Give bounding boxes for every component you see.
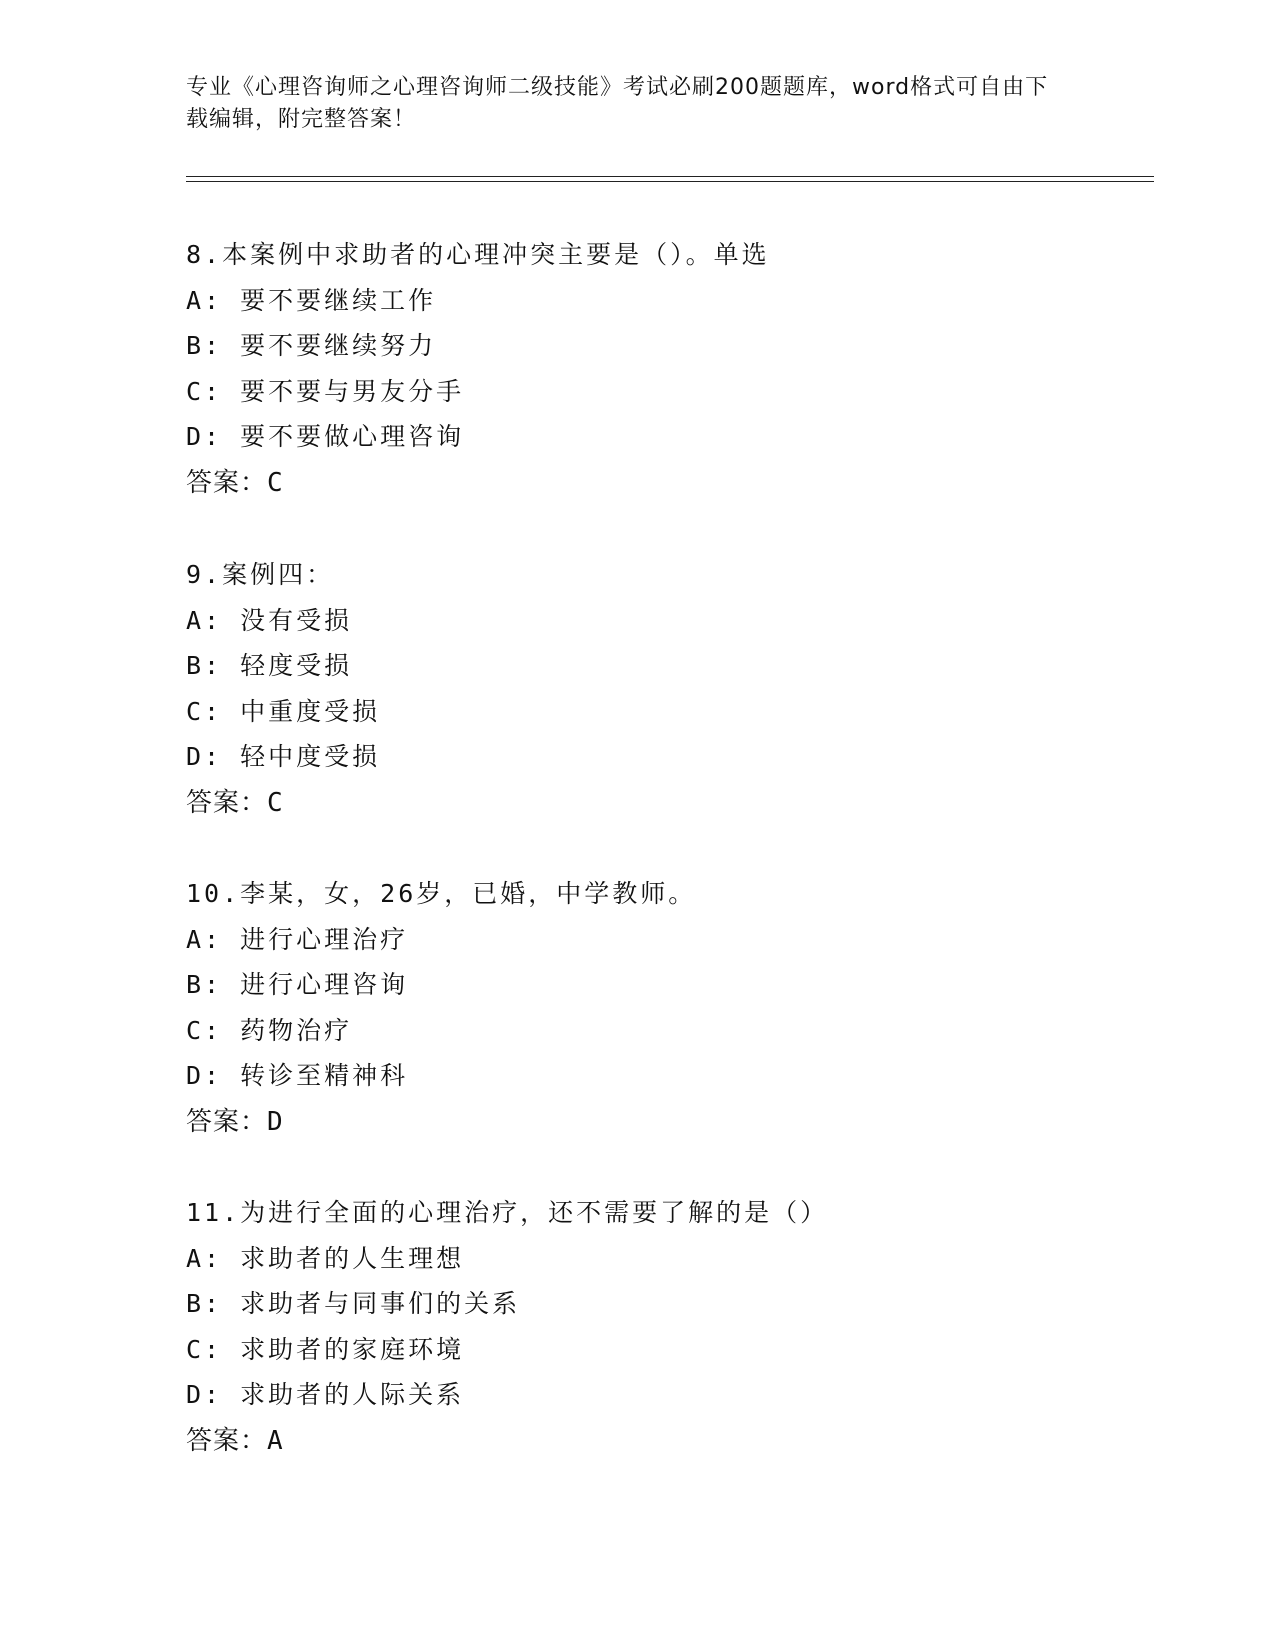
answer-value: C: [267, 787, 284, 818]
answer-value: D: [267, 1106, 284, 1137]
option-d: D: 轻中度受损: [186, 742, 381, 771]
question-title: 10.李某，女，26岁，已婚，中学教师。: [186, 879, 697, 908]
option-c: C: 求助者的家庭环境: [186, 1334, 465, 1364]
header-divider-top: [186, 176, 1154, 177]
option-a: A: 要不要继续工作: [186, 285, 437, 315]
answer-line: [186, 1099, 1086, 1145]
question-title: 9.案例四：: [186, 560, 335, 589]
question-title: 11.为进行全面的心理治疗，还不需要了解的是（）: [186, 1198, 829, 1227]
option-d: D: 转诊至精神科: [186, 1061, 409, 1090]
question-block: [186, 552, 1086, 826]
answer-line: [186, 780, 1086, 826]
header-divider-bottom: [186, 181, 1154, 182]
option-b: B: 进行心理咨询: [186, 970, 409, 999]
answer-line: [186, 1418, 1086, 1464]
option-c: C: 药物治疗: [186, 1015, 353, 1045]
question-block: [186, 871, 1086, 1145]
option-b: B: 要不要继续努力: [186, 331, 437, 360]
answer-label: 答案：: [186, 787, 268, 818]
question-block: [186, 1190, 1086, 1464]
option-a: A: 没有受损: [186, 605, 353, 635]
option-d: D: 求助者的人际关系: [186, 1380, 465, 1409]
answer-line: [186, 460, 1086, 506]
question-block: [186, 232, 1086, 506]
option-c: C: 中重度受损: [186, 696, 381, 726]
question-title: 8.本案例中求助者的心理冲突主要是（）。单选: [186, 240, 770, 269]
option-a: A: 求助者的人生理想: [186, 1243, 465, 1273]
option-d: D: 要不要做心理咨询: [186, 422, 465, 451]
option-b: B: 轻度受损: [186, 651, 353, 680]
answer-label: 答案：: [186, 1425, 268, 1456]
option-a: A: 进行心理治疗: [186, 924, 409, 954]
option-b: B: 求助者与同事们的关系: [186, 1289, 521, 1318]
document-header: 专业《心理咨询师之心理咨询师二级技能》考试必刷200题题库，word格式可自由下载编辑，附完整答案！: [186, 75, 1049, 132]
answer-value: A: [267, 1425, 284, 1456]
answer-value: C: [267, 467, 284, 498]
answer-label: 答案：: [186, 1106, 268, 1137]
answer-label: 答案：: [186, 467, 268, 498]
option-c: C: 要不要与男友分手: [186, 376, 465, 406]
